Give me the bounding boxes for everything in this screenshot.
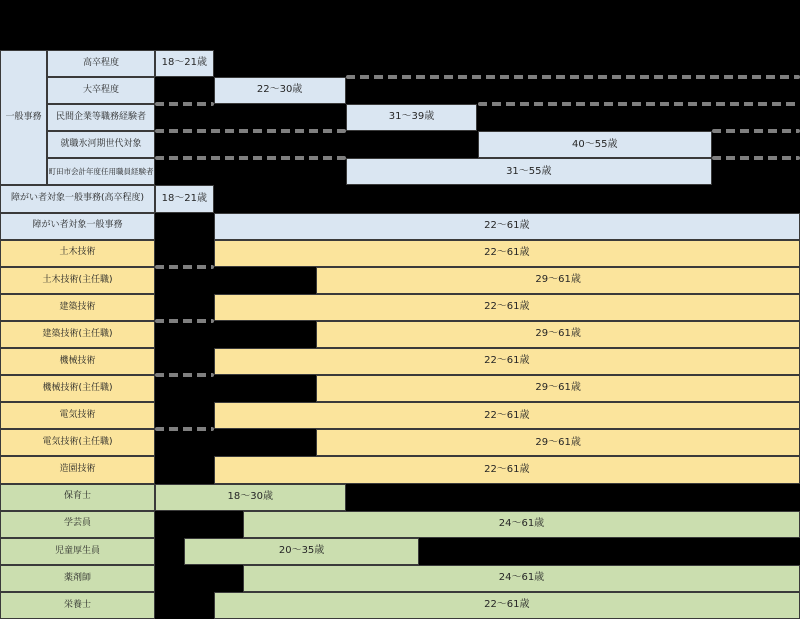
age-bar-text: 29〜61歳 <box>535 328 581 340</box>
age-bar <box>155 185 214 212</box>
row-label-cell-text: 土木技術 <box>59 247 96 258</box>
age-bar-text: 29〜61歳 <box>535 382 581 394</box>
age-bar <box>316 375 800 402</box>
age-bar-text: 22〜61歳 <box>484 409 530 421</box>
row-label-cell-text: 土木技術(主任職) <box>42 274 113 285</box>
age-bar-text: 22〜61歳 <box>484 599 530 611</box>
dashed-separator-line <box>155 427 214 431</box>
age-bar-text: 24〜61歳 <box>498 517 545 529</box>
row-label-cell-text: 電気技術(主任職) <box>42 437 113 448</box>
row-label-cell-text: 造園技術 <box>59 464 96 475</box>
row-label-cell <box>0 267 155 294</box>
row-label-cell-text: 建築技術 <box>59 301 96 312</box>
dashed-separator-line <box>155 319 214 323</box>
row-label-cell <box>0 321 155 348</box>
row-label-cell <box>47 158 155 185</box>
row-label-cell-text: 就職氷河期世代対象 <box>60 139 142 150</box>
row-label-cell <box>0 185 155 212</box>
age-bar <box>214 213 800 240</box>
age-bar-text: 29〜61歳 <box>535 436 581 448</box>
age-bar-text: 22〜61歳 <box>484 355 530 367</box>
age-bar-text: 29〜61歳 <box>535 274 581 286</box>
row-label-cell <box>0 592 155 619</box>
age-bar-text: 22〜61歳 <box>484 246 530 258</box>
row-label-cell-text: 栄養士 <box>63 599 91 610</box>
age-bar <box>243 565 800 592</box>
row-label-cell-text: 機械技術(主任職) <box>42 382 113 393</box>
row-label-cell-text: 高卒程度 <box>82 57 119 68</box>
row-label-cell-text: 障がい者対象一般事務(高卒程度) <box>10 193 145 204</box>
age-bar <box>214 77 346 104</box>
row-label-cell-text: 児童厚生員 <box>54 545 100 556</box>
row-label-cell-text: 薬剤師 <box>63 572 91 583</box>
age-bar <box>184 538 419 565</box>
age-bar-text: 22〜30歳 <box>256 84 303 96</box>
row-label-cell <box>0 240 155 267</box>
age-bar <box>346 104 478 131</box>
age-bar <box>316 267 800 294</box>
row-label-cell <box>47 50 155 77</box>
age-bar <box>214 240 800 267</box>
group-cell <box>0 50 47 185</box>
row-label-cell <box>47 131 155 158</box>
age-bar-text: 31〜39歳 <box>388 111 435 123</box>
row-label-cell-text: 民間企業等職務経験者 <box>55 112 146 123</box>
age-bar <box>214 348 800 375</box>
age-bar-text: 22〜61歳 <box>484 219 530 231</box>
age-bar <box>155 50 214 77</box>
row-label-cell-text: 保育士 <box>63 491 91 502</box>
age-bar-text: 31〜55歳 <box>506 165 552 177</box>
age-bar-text: 18〜21歳 <box>161 57 208 69</box>
age-bar-text: 24〜61歳 <box>498 572 545 584</box>
dashed-separator-line <box>155 156 346 160</box>
row-label-cell-text: 学芸員 <box>63 518 91 529</box>
age-bar-text: 20〜35歳 <box>278 545 325 556</box>
dashed-separator-line <box>346 75 800 79</box>
age-bar-text: 40〜55歳 <box>572 138 618 150</box>
dashed-separator-line <box>155 102 214 106</box>
row-label-cell <box>47 77 155 104</box>
age-bar <box>214 592 800 619</box>
row-label-cell-text: 大卒程度 <box>82 84 119 95</box>
row-label-cell <box>0 375 155 402</box>
row-label-cell <box>0 456 155 483</box>
age-bar <box>155 484 346 511</box>
row-label-cell-text: 機械技術 <box>59 355 96 366</box>
age-bar <box>316 321 800 348</box>
row-label-cell <box>0 429 155 456</box>
age-bar <box>214 402 800 429</box>
age-bar-text: 22〜61歳 <box>484 463 530 475</box>
dashed-separator-line <box>478 102 800 106</box>
age-bar-text: 18〜30歳 <box>227 490 273 502</box>
age-bar-text: 18〜21歳 <box>161 192 208 204</box>
age-bar <box>316 429 800 456</box>
row-label-cell <box>0 213 155 240</box>
row-label-cell <box>0 348 155 375</box>
age-bar <box>214 456 800 483</box>
row-label-cell <box>0 538 155 565</box>
row-label-cell-text: 建築技術(主任職) <box>42 328 113 339</box>
age-bar <box>478 131 713 158</box>
age-bar <box>346 158 712 185</box>
age-bar <box>214 294 800 321</box>
row-label-cell-text: 町田市会計年度任用職員経験者 <box>48 166 154 176</box>
dashed-separator-line <box>155 373 214 377</box>
row-label-cell <box>47 104 155 131</box>
row-label-cell-text: 電気技術 <box>59 410 96 421</box>
dashed-separator-line <box>155 265 214 269</box>
row-label-cell <box>0 565 155 592</box>
row-label-cell <box>0 484 155 511</box>
dashed-separator-line <box>155 129 346 133</box>
dashed-separator-line <box>712 156 800 160</box>
row-label-cell <box>0 402 155 429</box>
row-label-cell <box>0 294 155 321</box>
row-label-cell <box>0 511 155 538</box>
age-bar-text: 22〜61歳 <box>484 301 530 313</box>
age-bar <box>243 511 800 538</box>
group-cell-text: 一般事務 <box>5 112 42 123</box>
row-label-cell-text: 障がい者対象一般事務 <box>32 220 123 231</box>
dashed-separator-line <box>712 129 800 133</box>
